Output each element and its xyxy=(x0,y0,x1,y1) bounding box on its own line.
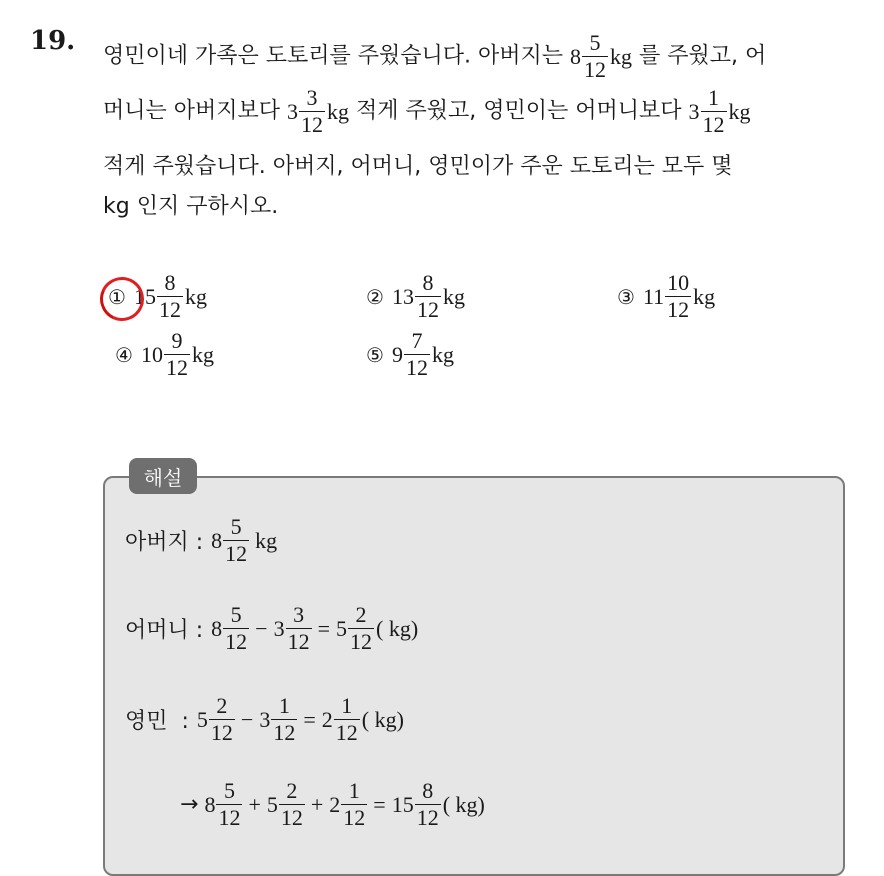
question-line-1: 영민이네 가족은 도토리를 주웠습니다. 아버지는 8 $\frac{5}{12}$ kg 를 주웠고, 어 xyxy=(103,30,767,82)
question-line-3: 적게 주웠습니다. 아버지, 어머니, 영민이가 주운 도토리는 모두 몇 xyxy=(103,154,733,179)
mother-less-amount: 3 $\frac{3}{12}$ kg xyxy=(287,85,350,137)
solution-mother-line: 어머니 : 8 $\frac{5}{12}$ − 3 $\frac{3}{12}$ = 5 $\frac{2}{12}$ ( kg) xyxy=(125,602,419,654)
arrow-icon: → xyxy=(180,792,199,817)
choice-3[interactable]: ③ 11 $\frac{10}{12}$ kg xyxy=(617,270,716,322)
solution-yeongmin-line: 영민 : 5 $\frac{2}{12}$ − 3 $\frac{1}{12}$ = 2 $\frac{1}{12}$ ( kg) xyxy=(125,693,404,745)
choice-1[interactable]: ① 15 $\frac{8}{12}$ kg xyxy=(108,270,207,322)
question-line-2: 머니는 아버지보다 3 $\frac{3}{12}$ kg 적게 주웠고, 영민이는 어머니보다 3 $\frac{1}{12}$ kg xyxy=(103,85,751,137)
choice-5[interactable]: ⑤ 9 $\frac{7}{12}$ kg xyxy=(366,328,454,380)
choice-2[interactable]: ② 13 $\frac{8}{12}$ kg xyxy=(366,270,465,322)
father-amount: 8 $\frac{5}{12}$ kg xyxy=(570,30,633,82)
question-line-4: kg 인지 구하시오. xyxy=(103,194,279,219)
solution-father-line: 아버지 : 8 $\frac{5}{12}$ kg xyxy=(125,514,278,566)
question-number: 19. xyxy=(30,26,76,56)
yeongmin-less-amount: 3 $\frac{1}{12}$ kg xyxy=(688,85,751,137)
choice-4[interactable]: ④ 10 $\frac{9}{12}$ kg xyxy=(115,328,214,380)
solution-tag: 해설 xyxy=(129,458,197,494)
solution-total-line: → 8 $\frac{5}{12}$ + 5 $\frac{2}{12}$ + 2 $\frac{1}{12}$ = 15 $\frac{8}{12}$ ( kg) xyxy=(180,778,485,830)
